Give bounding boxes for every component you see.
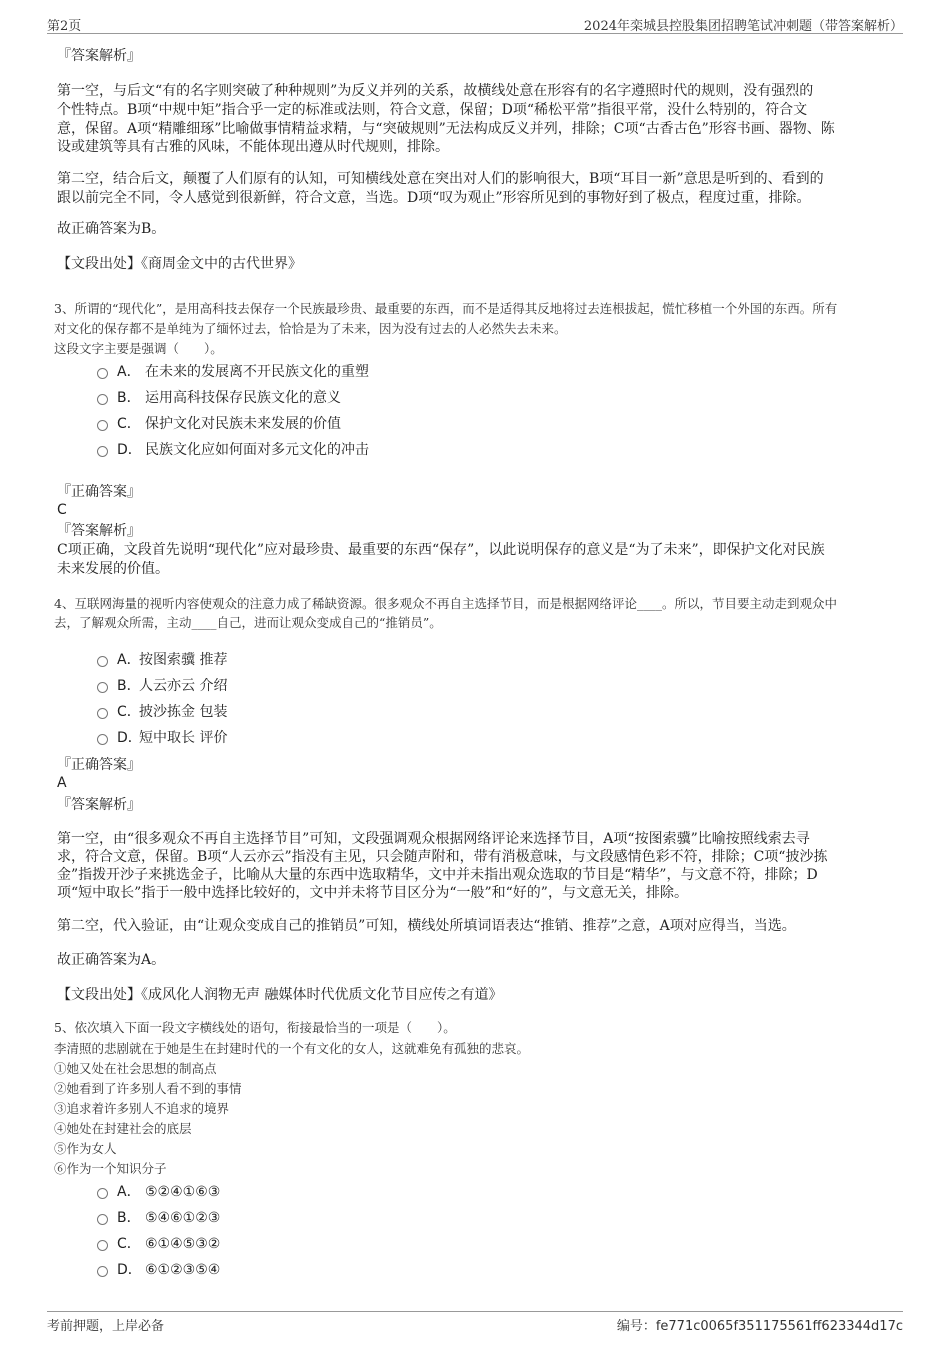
list-item: ⑤作为女人 <box>54 1141 117 1156</box>
option-c[interactable]: C．披沙拣金 包装 <box>97 702 227 722</box>
option-d[interactable]: D． 民族文化应如何面对多元文化的冲击 <box>97 440 369 460</box>
footer-slogan: 考前押题，上岸必备 <box>47 1319 165 1334</box>
analysis-text: 项“短中取长”指于一般中选择比较好的，文中并未将节目区分为“一般”和“好的”，与文意无关，排除。 <box>57 885 688 901</box>
radio-icon[interactable] <box>97 1240 108 1251</box>
analysis-text: 第一空，与后文“有的名字则突破了种种规则”为反义并列的关系，故横线处意在形容有的名字遵照时代的规则，没有强烈的 <box>57 83 814 99</box>
question-prompt: 这段文字主要是强调（ ）。 <box>54 341 223 356</box>
question-stem: 3、所谓的“现代化”，是用高科技去保存一个民族最珍贵、最重要的东西，而不是适得其反地将过去连根拔起，慌忙移植一个外国的东西。所有 <box>54 301 838 316</box>
list-item: ③追求着许多别人不追求的境界 <box>54 1101 230 1116</box>
radio-icon[interactable] <box>97 1266 108 1277</box>
analysis-text: 第二空，代入验证，由“让观众变成自己的推销员”可知，横线处所填词语表达“推销、推荐”之意，A项对应得当，当选。 <box>57 918 796 934</box>
analysis-text: 第二空，结合后文，颠覆了人们原有的认知，可知横线处意在突出对人们的影响很大，B项“耳目一新”意思是听到的、看到的 <box>57 171 824 187</box>
analysis-text: 跟以前完全不同，令人感觉到很新鲜，符合文意，当选。D项“叹为观止”形容所见到的事物好到了极点，程度过重，排除。 <box>57 190 811 206</box>
document-title: 2024年栾城县控股集团招聘笔试冲刺题（带答案解析） <box>583 19 903 34</box>
list-item: ⑥作为一个知识分子 <box>54 1161 167 1176</box>
answer-label: 『正确答案』 <box>57 757 141 773</box>
analysis-text: C项正确，文段首先说明“现代化”应对最珍贵、最重要的东西“保存”，以此说明保存的意义是“为了未来”，即保护文化对民族 <box>57 542 825 558</box>
option-a[interactable]: A．按图索骥 推荐 <box>97 650 227 670</box>
page-number: 第2页 <box>47 19 82 34</box>
list-item: ①她又处在社会思想的制高点 <box>54 1061 217 1076</box>
option-c[interactable]: C． ⑥①④⑤③② <box>97 1234 220 1254</box>
analysis-text: 第一空，由“很多观众不再自主选择节目”可知，文段强调观众根据网络评论来选择节目，A项“按图索骥”比喻按照线索去寻 <box>57 831 810 847</box>
conclusion: 故正确答案为A。 <box>57 952 166 968</box>
answer-label: 『正确答案』 <box>57 484 141 500</box>
option-a[interactable]: A． ⑤②④①⑥③ <box>97 1182 220 1202</box>
analysis-text: 设或建筑等具有古雅的风味，不能体现出遵从时代规则，排除。 <box>57 139 449 155</box>
radio-icon[interactable] <box>97 1214 108 1225</box>
question-stem: 对文化的保存都不是单纯为了缅怀过去，恰恰是为了未来，因为没有过去的人必然失去未来。 <box>54 321 567 336</box>
option-d[interactable]: D．短中取长 评价 <box>97 728 227 748</box>
list-item: ④她处在封建社会的底层 <box>54 1121 192 1136</box>
page-header <box>47 13 903 34</box>
option-b[interactable]: B． ⑤④⑥①②③ <box>97 1208 220 1228</box>
conclusion: 故正确答案为B。 <box>57 221 166 237</box>
question-stem: 李清照的悲剧就在于她是生在封建时代的一个有文化的女人，这就难免有孤独的悲哀。 <box>54 1041 530 1056</box>
option-b[interactable]: B．人云亦云 介绍 <box>97 676 227 696</box>
option-a[interactable]: A． 在未来的发展离不开民族文化的重塑 <box>97 362 369 382</box>
analysis-text: 意，保留。A项“精雕细琢”比喻做事情精益求精，与“突破规则”无法构成反义并列，排除；C项“古香古色”形容书画、器物、陈 <box>57 121 835 137</box>
question-stem: 去，了解观众所需，主动____自己，进而让观众变成自己的“推销员”。 <box>54 615 442 630</box>
analysis-text: 求，符合文意，保留。B项“人云亦云”指没有主见，只会随声附和，带有消极意味，与文段感情色彩不符，排除；C项“披沙拣 <box>57 849 828 865</box>
analysis-text: 未来发展的价值。 <box>57 561 169 577</box>
radio-icon[interactable] <box>97 682 108 693</box>
correct-answer: A <box>57 775 67 791</box>
radio-icon[interactable] <box>97 1188 108 1199</box>
correct-answer: C <box>57 502 67 518</box>
analysis-text: 金”指拨开沙子来挑选金子，比喻从大量的东西中选取精华，文中并未指出观众选取的节目是“精华”，与文意不符，排除；D <box>57 867 818 883</box>
question-stem: 4、互联网海量的视听内容使观众的注意力成了稀缺资源。很多观众不再自主选择节目，而是根据网络评论____。所以，节目要主动走到观众中 <box>54 596 837 611</box>
analysis-label: 『答案解析』 <box>57 48 141 64</box>
source-citation: 【文段出处】《商周金文中的古代世界》 <box>57 256 302 272</box>
radio-icon[interactable] <box>97 420 108 431</box>
option-c[interactable]: C． 保护文化对民族未来发展的价值 <box>97 414 341 434</box>
source-citation: 【文段出处】《成风化人润物无声 融媒体时代优质文化节目应传之有道》 <box>57 987 503 1003</box>
radio-icon[interactable] <box>97 734 108 745</box>
radio-icon[interactable] <box>97 394 108 405</box>
radio-icon[interactable] <box>97 368 108 379</box>
radio-icon[interactable] <box>97 656 108 667</box>
page-footer <box>47 1311 903 1334</box>
analysis-label: 『答案解析』 <box>57 523 141 539</box>
analysis-text: 个性特点。B项“中规中矩”指合乎一定的标准或法则，符合文意，保留；D项“稀松平常”指很平常，没什么特别的，符合文 <box>57 102 808 118</box>
document-id: 编号：fe771c0065f351175561ff623344d17c <box>616 1319 903 1334</box>
radio-icon[interactable] <box>97 708 108 719</box>
question-stem: 5、依次填入下面一段文字横线处的语句，衔接最恰当的一项是（ ）。 <box>54 1020 456 1035</box>
list-item: ②她看到了许多别人看不到的事情 <box>54 1081 242 1096</box>
option-b[interactable]: B． 运用高科技保存民族文化的意义 <box>97 388 341 408</box>
radio-icon[interactable] <box>97 446 108 457</box>
analysis-label: 『答案解析』 <box>57 797 141 813</box>
option-d[interactable]: D． ⑥①②③⑤④ <box>97 1260 220 1280</box>
